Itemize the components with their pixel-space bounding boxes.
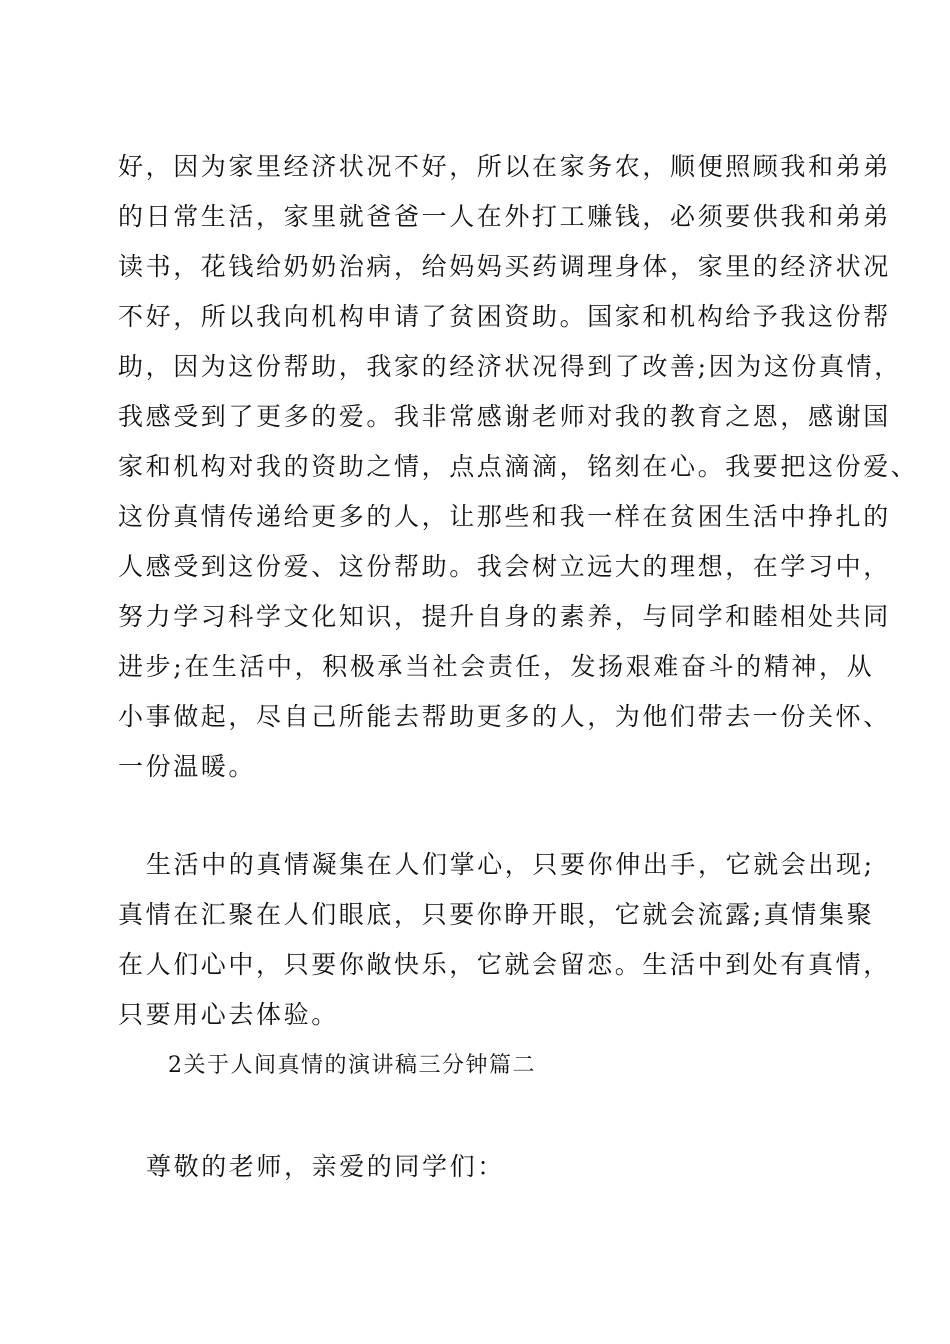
paragraph-line: 不好，所以我向机构申请了贫困资助。国家和机构给予我这份帮	[118, 302, 891, 331]
paragraph-line: 真情在汇聚在人们眼底，只要你睁开眼，它就会流露;真情集聚	[118, 900, 875, 929]
section-heading: 2关于人间真情的演讲稿三分钟篇二	[168, 1053, 536, 1078]
paragraph-line: 进步;在生活中，积极承当社会责任，发扬艰难奋斗的精神，从	[118, 652, 875, 681]
paragraph-line: 小事做起，尽自己所能去帮助更多的人，为他们带去一份关怀、	[118, 702, 891, 731]
paragraph-line: 家和机构对我的资助之情，点点滴滴，铭刻在心。我要把这份爱、	[118, 452, 919, 481]
paragraph-line: 努力学习科学文化知识，提升自身的素养，与同学和睦相处共同	[118, 602, 891, 631]
paragraph-line: 读书，花钱给奶奶治病，给妈妈买药调理身体，家里的经济状况	[118, 252, 891, 281]
paragraph-line: 好，因为家里经济状况不好，所以在家务农，顺便照顾我和弟弟	[118, 152, 891, 181]
paragraph-line: 一份温暖。	[118, 752, 257, 781]
paragraph-line: 的日常生活，家里就爸爸一人在外打工赚钱，必须要供我和弟弟	[118, 202, 891, 231]
salutation: 尊敬的老师，亲爱的同学们：	[146, 1152, 505, 1181]
paragraph-line: 我感受到了更多的爱。我非常感谢老师对我的教育之恩，感谢国	[118, 402, 891, 431]
paragraph-line: 在人们心中，只要你敞快乐，它就会留恋。生活中到处有真情，	[118, 950, 891, 979]
paragraph-line: 这份真情传递给更多的人，让那些和我一样在贫困生活中挣扎的	[118, 502, 891, 531]
paragraph-line: 只要用心去体验。	[118, 1000, 339, 1029]
paragraph-line: 人感受到这份爱、这份帮助。我会树立远大的理想，在学习中，	[118, 552, 891, 581]
paragraph-line: 助，因为这份帮助，我家的经济状况得到了改善;因为这份真情，	[118, 352, 902, 381]
paragraph-line: 生活中的真情凝集在人们掌心，只要你伸出手，它就会出现;	[146, 850, 875, 879]
